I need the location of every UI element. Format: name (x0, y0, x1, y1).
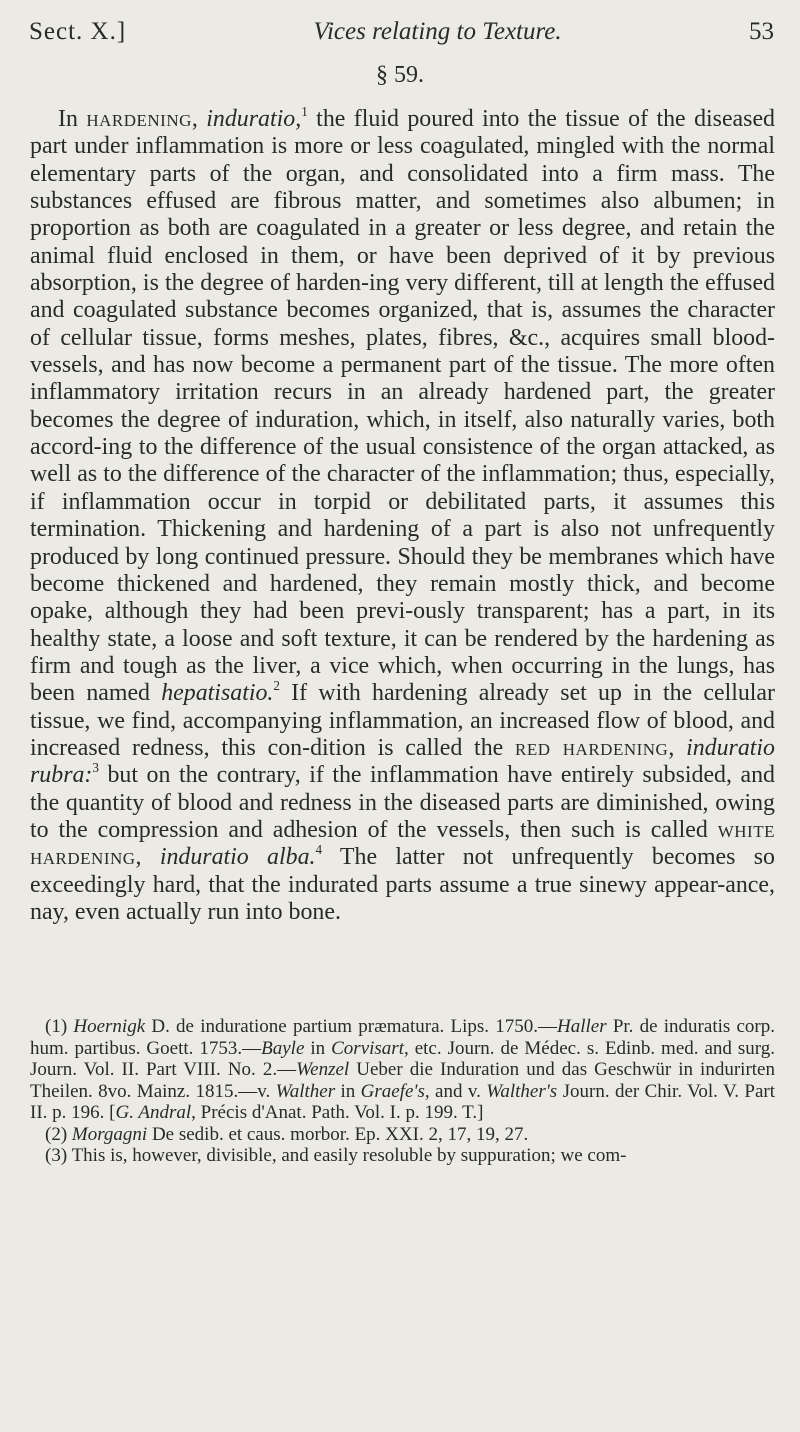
running-header (29, 18, 774, 46)
term-induratio-rubra: induratio rubra: (30, 734, 775, 789)
page-number: 53 (749, 18, 774, 45)
term-hepatisatio: hepatisatio. (161, 680, 274, 707)
term-red-hardening: red hardening (515, 734, 669, 761)
footnote-ref-2: 2 (273, 678, 280, 694)
footnotes (30, 1016, 775, 1167)
main-paragraph (30, 106, 775, 926)
term-hardening: hardening (86, 106, 192, 132)
section-heading: § 59. (376, 62, 424, 88)
term-induratio-alba: induratio alba. (159, 844, 316, 871)
footnote-3: (3) This is, however, divisible, and easily resoluble by suppuration; we com- (45, 1145, 627, 1166)
footnote-ref-3: 3 (92, 760, 99, 776)
term-white-hardening: white hardening (30, 816, 775, 871)
running-title: Vices relating to Texture. (313, 18, 562, 45)
footnote-2: (2) Morgagni De sedib. et caus. morbor. Ep. XXI. 2, 17, 19, 27. (45, 1123, 529, 1145)
footnote-ref-1: 1 (301, 104, 308, 120)
footnote-1: (1) Hoernigk D. de induratione partium præmatura. Lips. 1750.—Haller Pr. de induratis corp. hum. partibus. Goett. 1753.—Bayle in Corvisart, etc. Journ. de Médec. s. Edinb. med. and surg. Journ. Vol. II. Part VIII. No. 2.—Wenzel Ueber die Induration und das Geschwür in indurirten Theilen. 8vo. Mainz. 1815.—v. Walther in Graefe's, and v. Walther's Journ. der Chir. Vol. V. Part II. p. 196. [G. Andral, Précis d'Anat. Path. Vol. I. p. 199. T.] (30, 1016, 776, 1123)
footnote-ref-4: 4 (315, 842, 323, 858)
term-induratio: induratio, (206, 106, 302, 132)
section-label: Sect. X.] (29, 18, 127, 45)
paragraph-text: In hardening, induratio,$^1$ the fluid poured into the tissue of the diseased part under inflammation is more or less coagulated, mingled with the normal elementary parts of the organ, and consolidated into a firm mass. The substances effused are fibrous matter, and sometimes also albumen; in proportion as both are coagulated in a greater or less degree, and retain the animal fluid enclosed in them, or have been deprived of it by previous absorption, is the degree of harden-ing very different, till at length the effused and coagulated substance becomes organized, that is, assumes the character of cellular tissue, forms meshes, plates, fibres, &c., acquires small blood-vessels, and has now become a permanent part of the tissue. The more often inflammatory irritation recurs in an already hardened part, the greater becomes the degree of induration, which, in itself, also naturally varies, both accord-ing to the difference of the usual consistence of the organ attacked, as well as to the difference of the character of the inflammation; thus, especially, if inflammation occur in torpid or debilitated parts, it assumes this termination. Thickening and hardening of a part is also not unfrequently produced by long continued pressure. Should they be membranes which have become thickened and hardened, they remain mostly thick, and become opake, although they had been previ-ously transparent; has a part, in its healthy state, a loose and soft texture, it can be rendered by the hardening as firm and tough as the liver, a vice which, when occurring in the lungs, has been named hepatisatio.$^2$ If with hardening already set up in the cellular tissue, we find, accompanying inflammation, an increased flow of blood, and increased redness, this con-dition is called the red hardening, induratio rubra:$^3$ but on the contrary, if the inflammation have entirely subsided, and the quantity of blood and redness in the diseased parts are diminished, owing to the compression and adhesion of the vessels, then such is called white hardening, induratio alba.$^4$ The latter not unfrequently becomes so exceedingly hard, that the indurated parts assume a true sinewy appear-ance, nay, even actually run into bone. (30, 104, 776, 925)
